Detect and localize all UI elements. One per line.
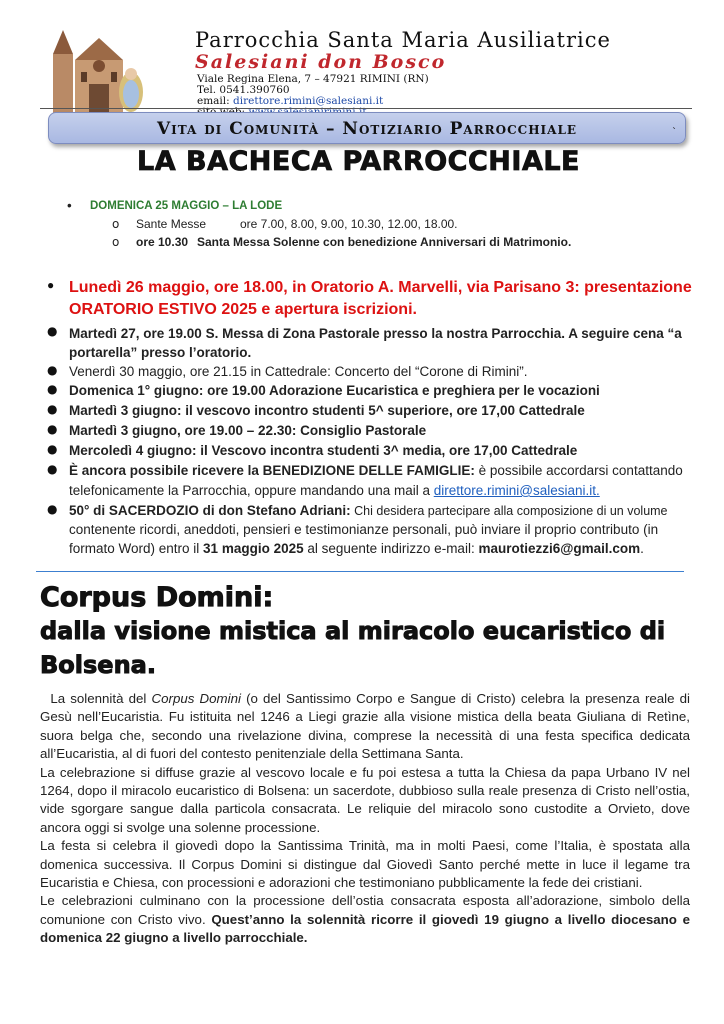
masses-label: Sante Messe bbox=[136, 217, 207, 231]
notice-9-rest: Chi desidera partecipare alla composizione di un volume bbox=[350, 504, 668, 518]
paragraph-2: La celebrazione si diffuse grazie al vescovo locale e fu poi estesa a tutta la Chiesa da papa Urbano IV nel 1264, dopo il miracolo eucaristico di Bolsena: un sacerdote, dubbioso sulla reale presenza di Cristo nell’ostia, vide sgorgare sangue dalla particola consacrata. Le reliquie del miracolo sono custodite a Orvieto, dove ancora oggi si svolge una solenne processione. bbox=[40, 764, 690, 835]
bullet-dot: ● bbox=[47, 502, 58, 516]
notice-2-line-1: Martedì 27, ore 19.00 S. Messa di Zona Pastorale presso la nostra Parrocchia. A seguire cena “a bbox=[69, 326, 682, 341]
header-divider bbox=[40, 108, 692, 109]
sunday-heading: DOMENICA 25 MAGGIO – LA LODE bbox=[90, 200, 283, 212]
paragraph-3: La festa si celebra il giovedì dopo la Santissima Trinità, ma in molti Paesi, come l’Italia, è spostata alla domenica successiva. Il Corpus Domini si distingue dal Giovedì Santo perché mette in luce il legame tra Eucaristia e Chiesa, con processioni e adorazioni che testimoniano pubblicamente la fede dei cristiani. bbox=[40, 838, 690, 891]
sub-bullet: o bbox=[112, 217, 120, 231]
notice-9-text-c: al seguente indirizzo e-mail: bbox=[303, 541, 479, 556]
solemn-text: Santa Messa Solenne con benedizione Anniversari di Matrimonio. bbox=[197, 235, 572, 249]
email-label: email: bbox=[197, 95, 230, 107]
notice-9-email[interactable]: maurotiezzi6@gmail.com bbox=[478, 541, 641, 556]
p1-start: La solennità del bbox=[50, 691, 152, 706]
bullet-dot: ● bbox=[47, 442, 58, 456]
notice-9-deadline: 31 maggio 2025 bbox=[203, 541, 304, 556]
notice-5: Martedì 3 giugno: il vescovo incontro studenti 5^ superiore, ore 17,00 Cattedrale bbox=[69, 403, 585, 418]
article-subtitle-1: dalla visione mistica al miracolo eucaristico di bbox=[40, 617, 666, 645]
bullet-dot: ● bbox=[47, 363, 58, 377]
section-banner bbox=[48, 112, 686, 144]
notice-4: Domenica 1° giugno: ore 19.00 Adorazione Eucaristica e preghiera per le vocazioni bbox=[69, 383, 600, 398]
notice-7: Mercoledì 4 giugno: il Vescovo incontra studenti 3^ media, ore 17,00 Cattedrale bbox=[69, 443, 578, 458]
article-subtitle-2: Bolsena. bbox=[40, 651, 156, 679]
banner-mark: ` bbox=[672, 127, 677, 138]
address: Viale Regina Elena, 7 – 47921 RIMINI (RN) bbox=[197, 73, 429, 85]
page-title: LA BACHECA PARROCCHIALE bbox=[137, 146, 580, 177]
notice-1-line-2: ORATORIO ESTIVO 2025 e apertura iscrizioni. bbox=[69, 301, 417, 318]
notice-8-text: telefonicamente la Parrocchia, oppure mandando una mail a bbox=[69, 483, 434, 498]
church-logo bbox=[45, 24, 145, 116]
paragraph-1 bbox=[40, 690, 690, 764]
parish-name: Parrocchia Santa Maria Ausiliatrice bbox=[195, 28, 611, 52]
bullet-dot: ● bbox=[47, 422, 58, 436]
masses-times: ore 7.00, 8.00, 9.00, 10.30, 12.00, 18.00. bbox=[240, 217, 458, 231]
parish-email-link[interactable]: direttore.rimini@salesiani.it. bbox=[433, 483, 600, 498]
email-link[interactable]: direttore.rimini@salesiani.it bbox=[233, 95, 384, 107]
notice-8-line-1 bbox=[69, 461, 683, 480]
letterhead bbox=[40, 24, 700, 114]
notice-9-line-3 bbox=[69, 539, 644, 558]
order-name: Salesiani don Bosco bbox=[195, 51, 447, 73]
p1-italic: Corpus Domini bbox=[151, 691, 241, 706]
article-body bbox=[40, 690, 690, 948]
notice-3: Venerdì 30 maggio, ore 21.15 in Cattedrale: Concerto del “Corone di Rimini”. bbox=[69, 364, 528, 379]
bullet-dot: ● bbox=[47, 382, 58, 396]
notice-9-text-a: formato Word) entro il bbox=[69, 541, 204, 556]
bullet-dot: ● bbox=[47, 402, 58, 416]
notice-9-bold: 50° di SACERDOZIO di don Stefano Adriani: bbox=[69, 503, 351, 518]
section-divider bbox=[36, 571, 684, 572]
bullet-dot: • bbox=[67, 198, 72, 213]
notice-6: Martedì 3 giugno, ore 19.00 – 22.30: Consiglio Pastorale bbox=[69, 423, 427, 438]
bullet-dot: ● bbox=[47, 324, 58, 338]
sub-bullet: o bbox=[112, 235, 120, 249]
banner-title: Vita di Comunità – Notiziario Parrocchiale bbox=[156, 119, 578, 139]
bullet-dot: ● bbox=[47, 278, 55, 292]
phone: Tel. 0541.390760 bbox=[197, 84, 290, 96]
notice-1-line-1: Lunedì 26 maggio, ore 18.00, in Oratorio A. Marvelli, via Parisano 3: presentazione bbox=[69, 279, 692, 296]
notice-8-rest: è possibile accordarsi contattando bbox=[474, 463, 683, 478]
p4-bold: Quest’anno la solennità ricorre il giovedì 19 giugno a livello diocesano e domenica 22 giugno a livello parrocchiale. bbox=[40, 911, 690, 946]
p4-start: Le celebrazioni culminano con la processione dell’ostia consacrata esposta all’adorazione, simbolo della comunione con Cristo vivo. bbox=[40, 893, 690, 927]
notice-9-line-2: contenente ricordi, aneddoti, pensieri e testimonianze personali, può inviare il proprio contributo (in bbox=[69, 522, 659, 537]
p1-rest: (o del Santissimo Corpo e Sangue di Cristo) celebra la presenza reale di Gesù nell’Eucaristia. Fu istituita nel 1246 a Liegi grazie alla visione mistica della beata Giuliana di Retìne, suora belga che, secondo una rivelazione divina, comprese la necessità di una festa specifica dedicata all’Eucaristia, al di fuori del contesto penitenziale della Settimana Santa. bbox=[40, 691, 691, 762]
solemn-time: ore 10.30 bbox=[136, 235, 189, 249]
notice-2-line-2: portarella” presso l’oratorio. bbox=[69, 345, 252, 360]
notice-9-line-1 bbox=[69, 501, 668, 521]
notice-9-period: . bbox=[640, 541, 644, 556]
paragraph-4 bbox=[40, 892, 690, 947]
article-title: Corpus Domini: bbox=[40, 582, 274, 613]
bullet-dot: ● bbox=[47, 462, 58, 476]
notice-8-bold: È ancora possibile ricevere la BENEDIZIONE DELLE FAMIGLIE: bbox=[69, 463, 475, 478]
notice-8-line-2 bbox=[69, 481, 600, 500]
